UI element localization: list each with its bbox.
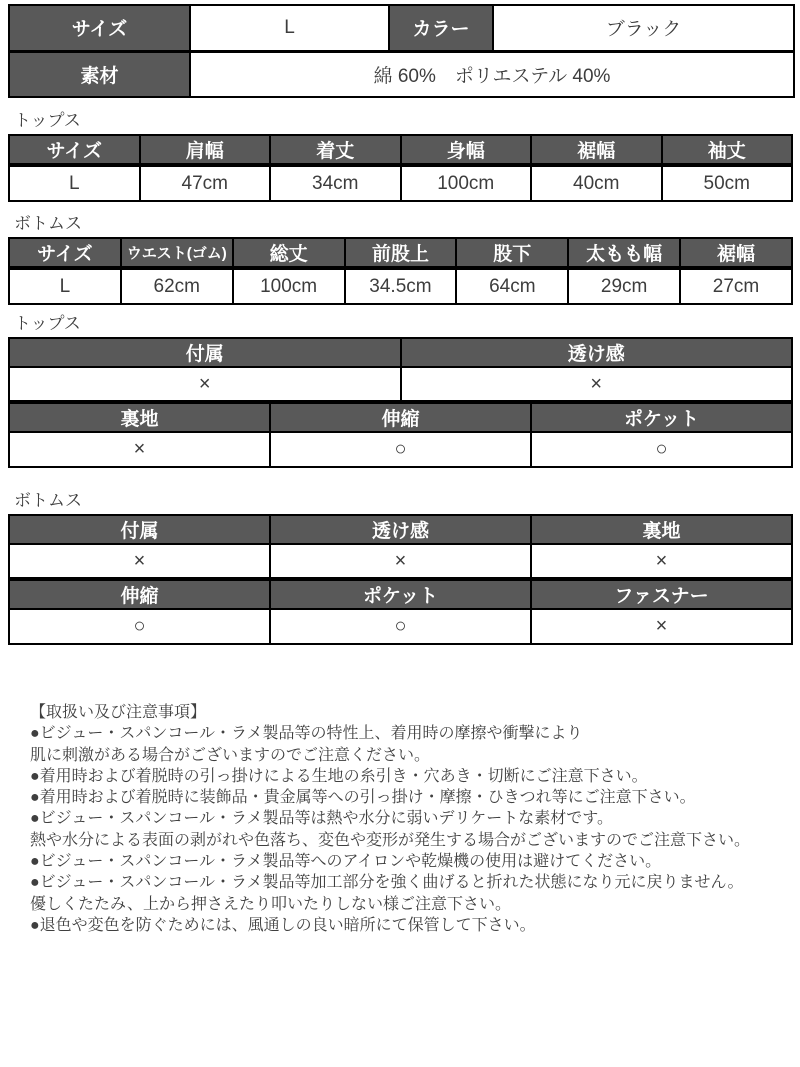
column-header: 袖丈 [662, 135, 793, 165]
care-notes-title: 【取扱い及び注意事項】 [30, 704, 207, 721]
tops-features-label: トップス [14, 314, 81, 333]
column-header: サイズ [9, 238, 121, 268]
cell-value: 27cm [680, 268, 792, 304]
column-header: 前股上 [345, 238, 457, 268]
feature-header: 付属 [9, 338, 401, 367]
column-header: 股下 [456, 238, 568, 268]
feature-value: × [9, 544, 270, 579]
cell-value: L [9, 268, 121, 304]
bottoms-features-label: ボトムス [14, 491, 82, 510]
tops-measurements-table [8, 134, 793, 202]
care-notes [30, 702, 786, 936]
column-header: 裾幅 [531, 135, 662, 165]
note-line: 肌に刺激がある場合がございますのでご注意ください。 [30, 746, 431, 764]
cell-value: 29cm [568, 268, 680, 304]
column-header: 総丈 [233, 238, 345, 268]
note-line: ●ビジュー・スパンコール・ラメ製品等へのアイロンや乾燥機の使用は避けてください。 [30, 853, 662, 871]
column-header: 裾幅 [680, 238, 792, 268]
table-row [9, 609, 792, 644]
feature-value: × [9, 367, 401, 402]
table-row [9, 544, 792, 579]
table-row [9, 367, 792, 402]
feature-value: ○ [270, 432, 531, 467]
feature-header: 伸縮 [9, 579, 270, 609]
cell-value: L [9, 165, 140, 201]
cell-value: 40cm [531, 165, 662, 201]
feature-value: ○ [9, 609, 270, 644]
size-header: サイズ [9, 5, 190, 51]
bottoms-features-table [8, 514, 793, 645]
feature-value: ○ [531, 432, 792, 467]
column-header: 太もも幅 [568, 238, 680, 268]
note-line: ●ビジュー・スパンコール・ラメ製品等は熱や水分に弱いデリケートな素材です。 [30, 810, 613, 828]
table-row [9, 268, 792, 304]
feature-value: × [270, 544, 531, 579]
material-value: 綿 60% ポリエステル 40% [190, 51, 794, 97]
note-line: ●着用時および着脱時の引っ掛けによる生地の糸引き・穴あき・切断にご注意下さい。 [30, 767, 648, 785]
feature-header: 透け感 [401, 338, 793, 367]
note-line: ●退色や変色を防ぐためには、風通しの良い暗所にて保管して下さい。 [30, 916, 536, 934]
cell-value: 34cm [270, 165, 401, 201]
size-color-material-table [8, 4, 795, 98]
note-line: ●ビジュー・スパンコール・ラメ製品等加工部分を強く曲げると折れた状態になり元に戻りません。 [30, 874, 744, 892]
column-header: 着丈 [270, 135, 401, 165]
cell-value: 100cm [401, 165, 532, 201]
table-row [9, 432, 792, 467]
cell-value: 34.5cm [345, 268, 457, 304]
feature-header: ポケット [531, 402, 792, 432]
color-header: カラー [389, 5, 493, 51]
feature-value: × [401, 367, 793, 402]
cell-value: 100cm [233, 268, 345, 304]
cell-value: 64cm [456, 268, 568, 304]
material-header: 素材 [9, 51, 190, 97]
bottoms-measurements-label: ボトムス [14, 214, 82, 233]
color-value: ブラック [493, 5, 794, 51]
feature-header: 伸縮 [270, 402, 531, 432]
tops-measurements-label: トップス [14, 111, 81, 130]
feature-value: ○ [270, 609, 531, 644]
column-header: ウエスト(ゴム) [121, 238, 233, 268]
feature-value: × [531, 544, 792, 579]
bottoms-measurements-table [8, 237, 793, 305]
feature-header: ポケット [270, 579, 531, 609]
feature-value: × [531, 609, 792, 644]
cell-value: 50cm [662, 165, 793, 201]
note-line: 熱や水分による表面の剥がれや色落ち、変色や変形が発生する場合がございますのでご注意下さい。 [30, 831, 751, 849]
tops-features-table [8, 337, 793, 468]
cell-value: 62cm [121, 268, 233, 304]
table-row [9, 165, 792, 201]
feature-header: 付属 [9, 515, 270, 544]
feature-header: 裏地 [531, 515, 792, 544]
column-header: 身幅 [401, 135, 532, 165]
feature-value: × [9, 432, 270, 467]
column-header: サイズ [9, 135, 140, 165]
feature-header: 裏地 [9, 402, 270, 432]
column-header: 肩幅 [140, 135, 271, 165]
size-value: L [190, 5, 389, 51]
note-line: ●ビジュー・スパンコール・ラメ製品等の特性上、着用時の摩擦や衝撃により [30, 725, 583, 743]
cell-value: 47cm [140, 165, 271, 201]
feature-header: 透け感 [270, 515, 531, 544]
note-line: ●着用時および着脱時に装飾品・貴金属等への引っ掛け・摩擦・ひきつれ等にご注意下さい。 [30, 789, 696, 807]
note-line: 優しくたたみ、上から押さえたり叩いたりしない様ご注意下さい。 [30, 895, 511, 913]
feature-header: ファスナー [531, 579, 792, 609]
